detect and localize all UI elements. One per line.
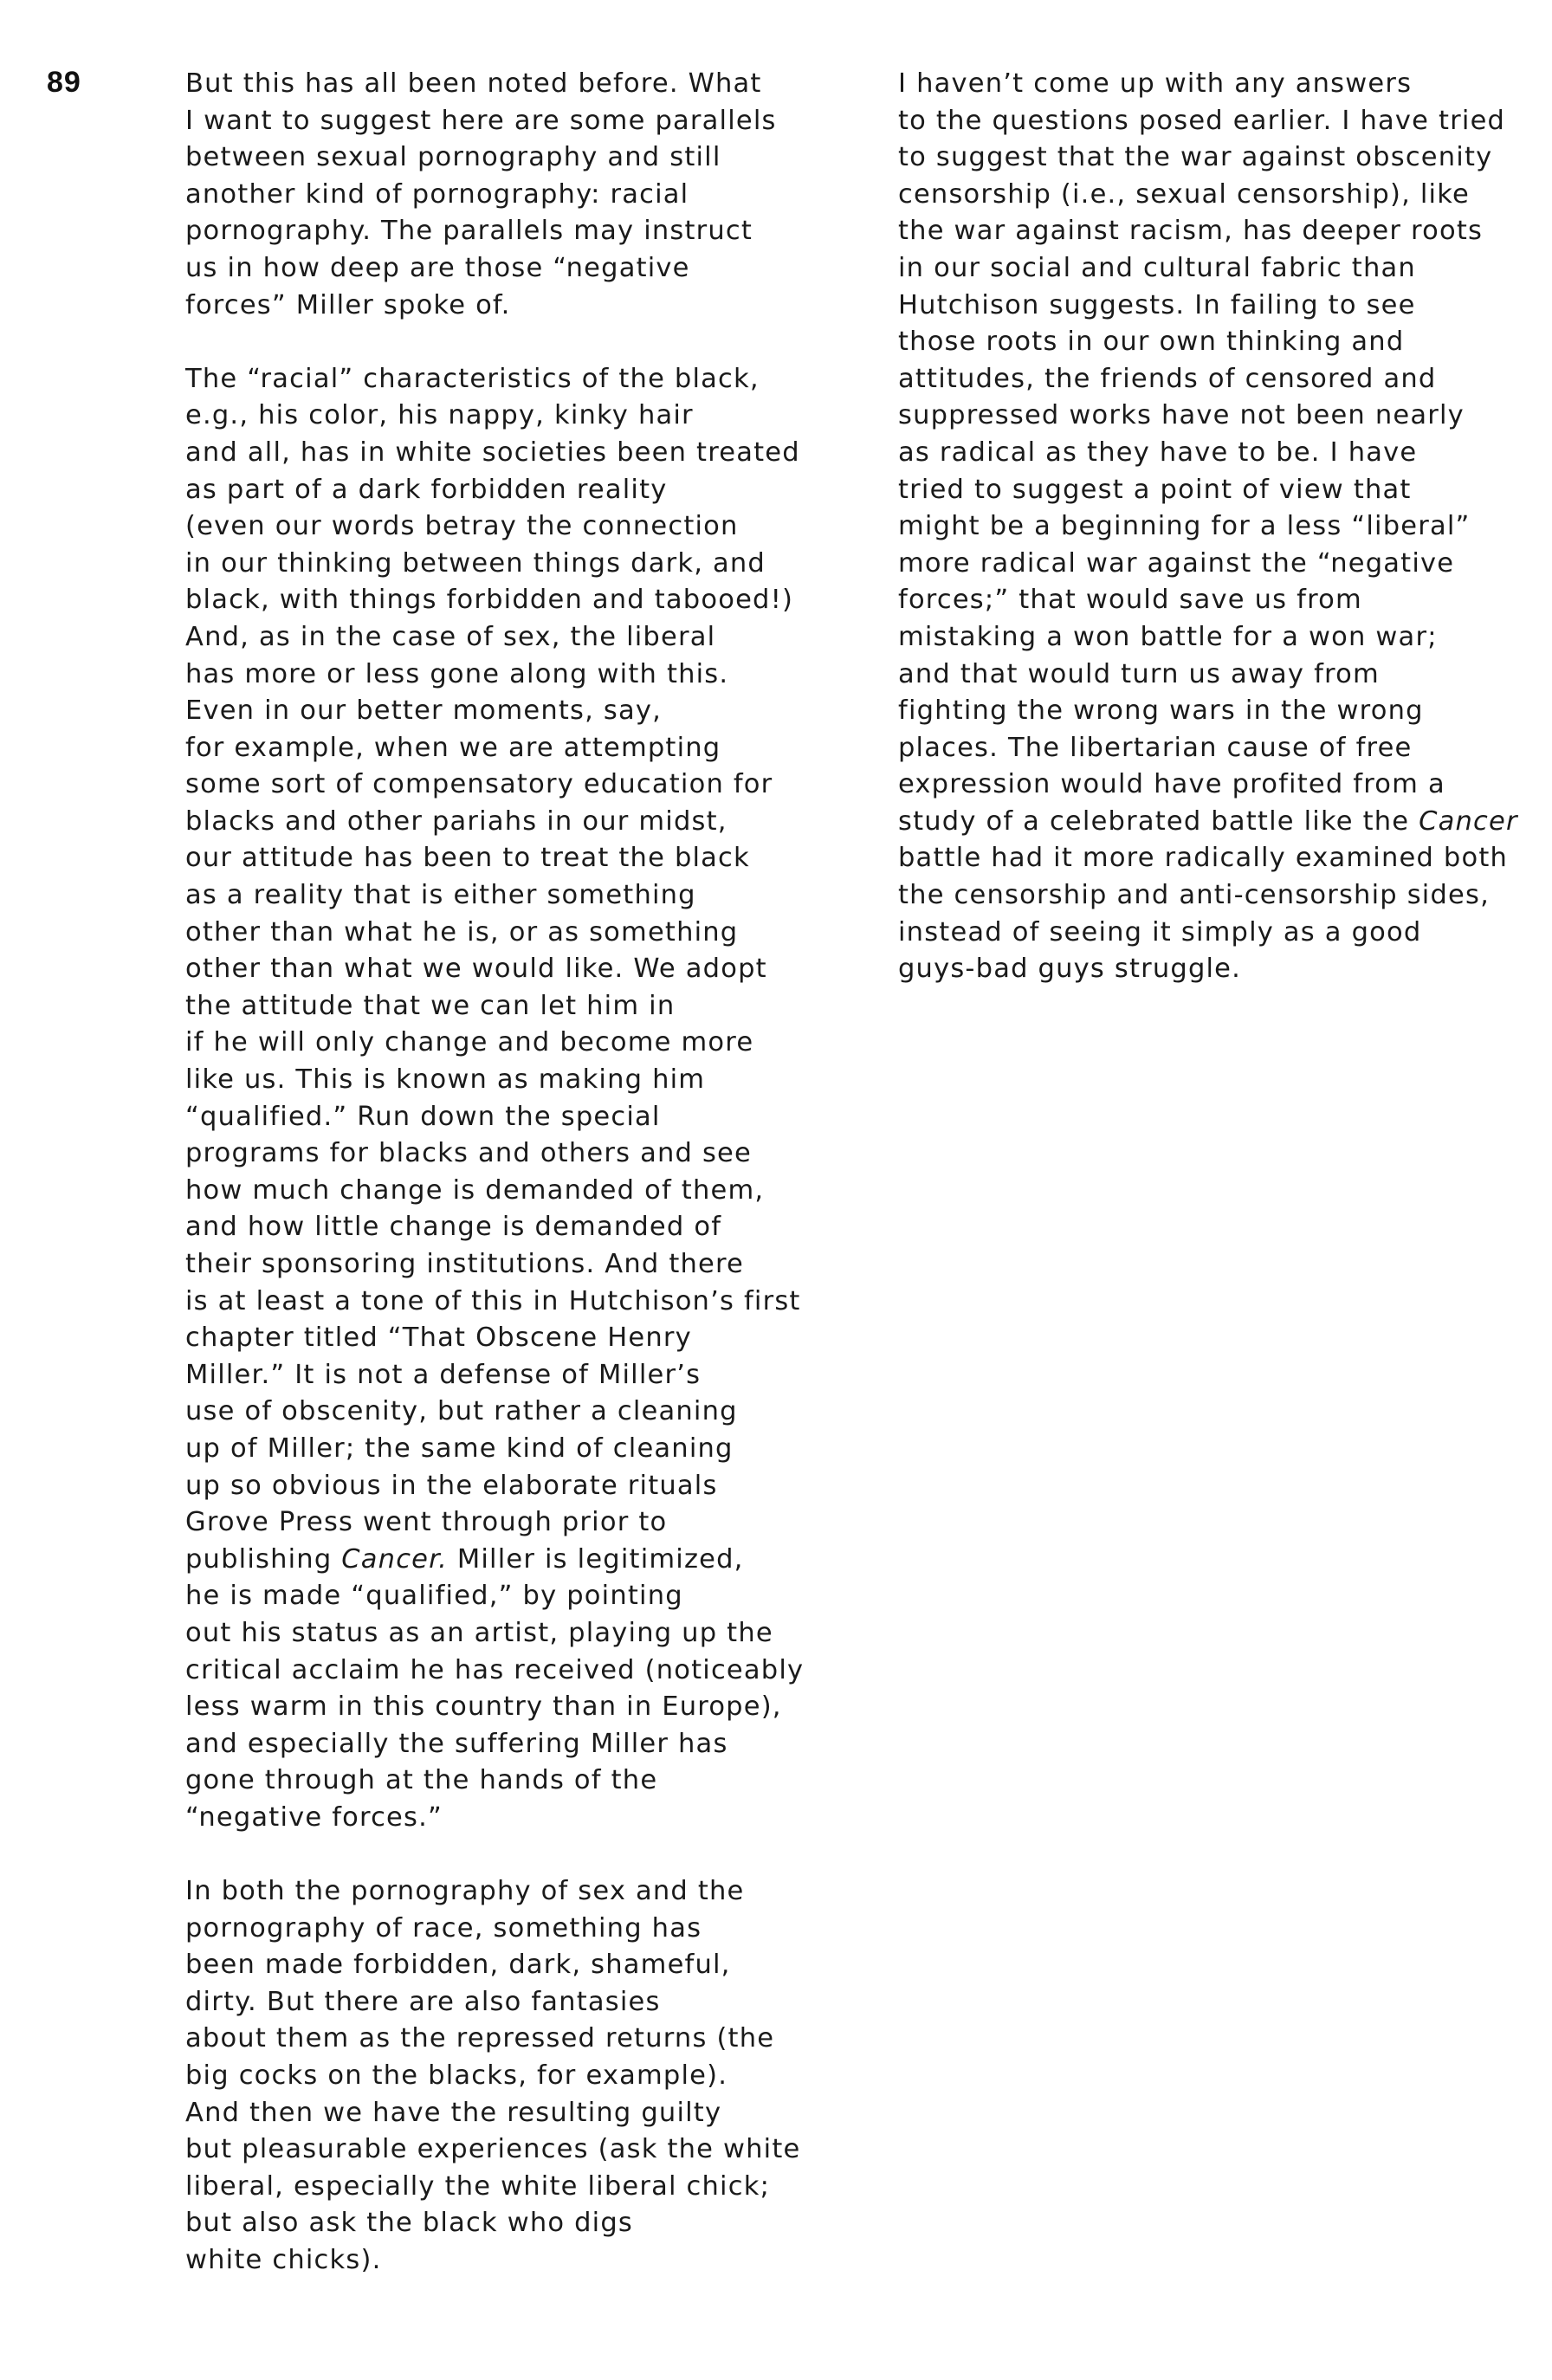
text-line: dirty. But there are also fantasies xyxy=(185,1986,661,2017)
text-line: places. The libertarian cause of free xyxy=(898,732,1413,763)
text-line: and how little change is demanded of xyxy=(185,1212,722,1243)
text-line: tried to suggest a point of view that xyxy=(898,474,1412,505)
text-line: about them as the repressed returns (the xyxy=(185,2023,775,2054)
text-line: expression would have profited from a xyxy=(898,769,1445,800)
text-line: those roots in our own thinking and xyxy=(898,327,1405,358)
text-line: other than what he is, or as something xyxy=(185,916,739,947)
text-line: forces” Miller spoke of. xyxy=(185,289,511,320)
text-line: fighting the wrong wars in the wrong xyxy=(898,695,1424,727)
text-line: but also ask the black who digs xyxy=(185,2208,634,2239)
cancer-line-suffix: Miller is legitimized, xyxy=(447,1543,744,1575)
text-line: up of Miller; the same kind of cleaning xyxy=(185,1433,734,1464)
text-line: gone through at the hands of the xyxy=(185,1765,658,1796)
text-line: the war against racism, has deeper roots xyxy=(898,216,1484,247)
cancer-title: Cancer. xyxy=(341,1543,448,1575)
text-line: and that would turn us away from xyxy=(898,658,1380,689)
text-line: how much change is demanded of them, xyxy=(185,1174,765,1206)
text-line: like us. This is known as making him xyxy=(185,1064,706,1096)
text-line: I want to suggest here are some parallels xyxy=(185,105,777,136)
paragraph-conclusion-lines xyxy=(898,66,1543,804)
text-line: as part of a dark forbidden reality xyxy=(185,474,668,505)
text-line: forces;” that would save us from xyxy=(898,585,1362,616)
text-line: mistaking a won battle for a won war; xyxy=(898,621,1438,652)
text-line: The “racial” characteristics of the black, xyxy=(185,363,760,394)
text-line: the attitude that we can let him in xyxy=(185,990,676,1021)
text-line: been made forbidden, dark, shameful, xyxy=(185,1950,731,1981)
text-line: in our thinking between things dark, and xyxy=(185,547,766,579)
text-line: their sponsoring institutions. And there xyxy=(185,1249,745,1279)
cancer-line-prefix: publishing xyxy=(185,1543,342,1575)
text-line: liberal, especially the white liberal chick; xyxy=(185,2170,771,2202)
text-line: he is made “qualified,” by pointing xyxy=(185,1581,683,1612)
text-line: us in how deep are those “negative xyxy=(185,252,690,283)
text-line: (even our words betray the connection xyxy=(185,511,739,542)
cancer-battle-line xyxy=(898,804,1543,841)
text-line: white chicks). xyxy=(185,2245,382,2276)
text-line: another kind of pornography: racial xyxy=(185,178,689,210)
text-line: less warm in this country than in Europe), xyxy=(185,1691,782,1723)
cancer-line xyxy=(185,1542,861,1579)
text-line: has more or less gone along with this. xyxy=(185,658,729,689)
text-line: And then we have the resulting guilty xyxy=(185,2097,722,2128)
paragraph-gap xyxy=(185,1837,861,1874)
text-line: “negative forces.” xyxy=(185,1801,443,1833)
left-column xyxy=(185,66,861,2280)
cancer-title-right: Cancer xyxy=(1419,805,1518,837)
text-line: is at least a tone of this in Hutchison’s first xyxy=(185,1285,801,1316)
text-line: Grove Press went through prior to xyxy=(185,1507,668,1538)
text-line: other than what we would like. We adopt xyxy=(185,954,767,985)
text-line: blacks and other pariahs in our midst, xyxy=(185,805,728,837)
text-line: but pleasurable experiences (ask the white xyxy=(185,2134,801,2165)
text-line: censorship (i.e., sexual censorship), like xyxy=(898,178,1470,210)
text-line: e.g., his color, his nappy, kinky hair xyxy=(185,400,694,431)
paragraph-both-pornography xyxy=(185,1873,861,2280)
text-line: in our social and cultural fabric than xyxy=(898,252,1416,283)
paragraph-racial xyxy=(185,361,861,1837)
text-line: the censorship and anti-censorship sides, xyxy=(898,880,1490,911)
text-line: for example, when we are attempting xyxy=(185,732,721,763)
text-line: pornography. The parallels may instruct xyxy=(185,216,753,247)
text-line: as radical as they have to be. I have xyxy=(898,437,1418,468)
text-line: and all, has in white societies been treated xyxy=(185,437,800,468)
paragraph-racial-lines-after xyxy=(185,1578,861,1836)
text-line: And, as in the case of sex, the liberal xyxy=(185,621,716,652)
text-line: if he will only change and become more xyxy=(185,1027,754,1058)
text-line: to the questions posed earlier. I have tried xyxy=(898,105,1506,136)
text-line: as a reality that is either something xyxy=(185,880,696,911)
paragraph-conclusion xyxy=(898,66,1543,988)
text-line: programs for blacks and others and see xyxy=(185,1138,752,1169)
text-line: our attitude has been to treat the black xyxy=(185,843,750,874)
text-line: to suggest that the war against obscenity xyxy=(898,142,1493,173)
paragraph-racial-lines xyxy=(185,361,861,1542)
text-line: and especially the suffering Miller has xyxy=(185,1728,728,1759)
text-line: up so obvious in the elaborate rituals xyxy=(185,1470,718,1501)
text-line: chapter titled “That Obscene Henry xyxy=(185,1323,692,1354)
text-line: I haven’t come up with any answers xyxy=(898,68,1413,99)
text-line: battle had it more radically examined both xyxy=(898,843,1509,874)
text-line: between sexual pornography and still xyxy=(185,142,721,173)
text-line: might be a beginning for a less “liberal” xyxy=(898,511,1471,542)
paragraph-parallels xyxy=(185,66,861,324)
text-line: use of obscenity, but rather a cleaning xyxy=(185,1396,738,1427)
text-line: out his status as an artist, playing up the xyxy=(185,1617,773,1648)
text-line: “qualified.” Run down the special xyxy=(185,1101,661,1132)
paragraph-conclusion-lines-after xyxy=(898,840,1543,987)
text-line: black, with things forbidden and tabooed!) xyxy=(185,585,794,616)
text-line: suppressed works have not been nearly xyxy=(898,400,1465,431)
paragraph-gap xyxy=(185,324,861,361)
text-line: Hutchison suggests. In failing to see xyxy=(898,289,1416,320)
text-line: Even in our better moments, say, xyxy=(185,695,663,727)
text-line: Miller.” It is not a defense of Miller’s xyxy=(185,1359,702,1390)
text-line: big cocks on the blacks, for example). xyxy=(185,2060,728,2092)
page-number: 89 xyxy=(47,66,81,99)
text-line: more radical war against the “negative xyxy=(898,547,1455,579)
text-line: attitudes, the friends of censored and xyxy=(898,363,1437,394)
text-line: In both the pornography of sex and the xyxy=(185,1876,745,1907)
text-line: But this has all been noted before. What xyxy=(185,68,762,99)
right-column xyxy=(898,66,1543,988)
text-line: guys-bad guys struggle. xyxy=(898,954,1242,985)
text-line: some sort of compensatory education for xyxy=(185,769,773,800)
cancer-battle-prefix: study of a celebrated battle like the xyxy=(898,805,1419,837)
text-line: instead of seeing it simply as a good xyxy=(898,916,1422,947)
text-line: critical acclaim he has received (noticeably xyxy=(185,1654,805,1685)
text-line: pornography of race, something has xyxy=(185,1912,702,1943)
